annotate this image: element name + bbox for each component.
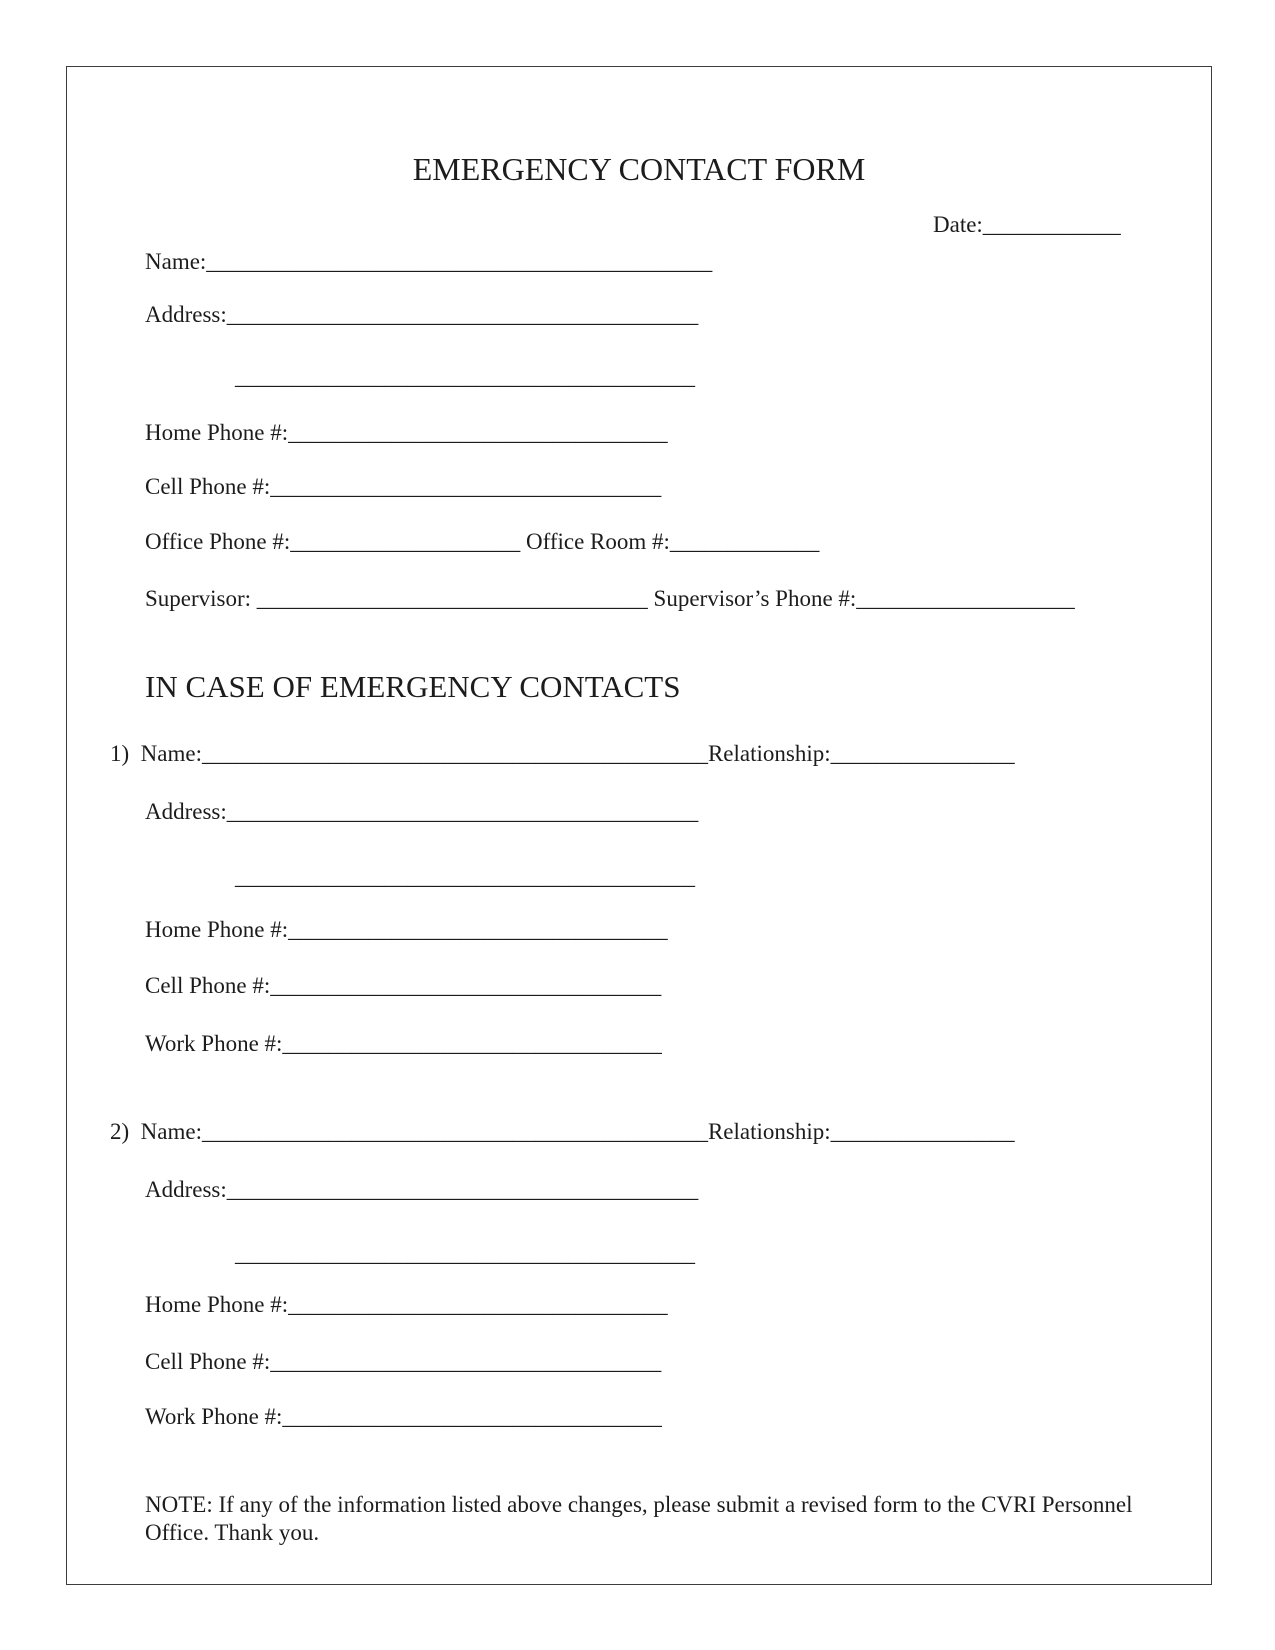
employee-cell-phone-line: Cell Phone #:__________________________________ bbox=[145, 474, 662, 499]
contact-2-home-phone-line: Home Phone #:_________________________________ bbox=[145, 1292, 668, 1317]
note-text: NOTE: If any of the information listed above changes, please submit a revised form to the CVRI Personnel Office. Thank you. bbox=[145, 1492, 1133, 1545]
date-line: Date:____________ bbox=[933, 212, 1121, 237]
contact-2-name-relationship-line: 2) Name:____________________________________________Relationship:________________ bbox=[110, 1119, 1015, 1144]
contact-2-address-line-2: ________________________________________ bbox=[235, 1241, 695, 1266]
employee-home-phone-line: Home Phone #:_________________________________ bbox=[145, 420, 668, 445]
contact-1-work-phone-line: Work Phone #:_________________________________ bbox=[145, 1031, 662, 1056]
employee-name-line: Name:____________________________________________ bbox=[145, 249, 713, 274]
contact-1-cell-phone-line: Cell Phone #:__________________________________ bbox=[145, 973, 662, 998]
employee-address-line: Address:_________________________________________ bbox=[145, 302, 699, 327]
form-border bbox=[66, 66, 1212, 1585]
employee-address-line-2: ________________________________________ bbox=[235, 364, 695, 389]
contact-2-cell-phone-line: Cell Phone #:__________________________________ bbox=[145, 1349, 662, 1374]
contact-2-work-phone-line: Work Phone #:_________________________________ bbox=[145, 1404, 662, 1429]
office-phone-room-line: Office Phone #:____________________ Office Room #:_____________ bbox=[145, 529, 820, 554]
form-title: EMERGENCY CONTACT FORM bbox=[412, 151, 866, 187]
contact-1-address-line-2: ________________________________________ bbox=[235, 864, 695, 889]
emergency-contacts-heading: IN CASE OF EMERGENCY CONTACTS bbox=[145, 669, 681, 704]
contact-1-name-relationship-line: 1) Name:____________________________________________Relationship:________________ bbox=[110, 741, 1015, 766]
contact-1-home-phone-line: Home Phone #:_________________________________ bbox=[145, 917, 668, 942]
supervisor-line: Supervisor: __________________________________ Supervisor’s Phone #:___________________ bbox=[145, 586, 1075, 611]
contact-2-address-line: Address:_________________________________________ bbox=[145, 1177, 699, 1202]
contact-1-address-line: Address:_________________________________________ bbox=[145, 799, 699, 824]
